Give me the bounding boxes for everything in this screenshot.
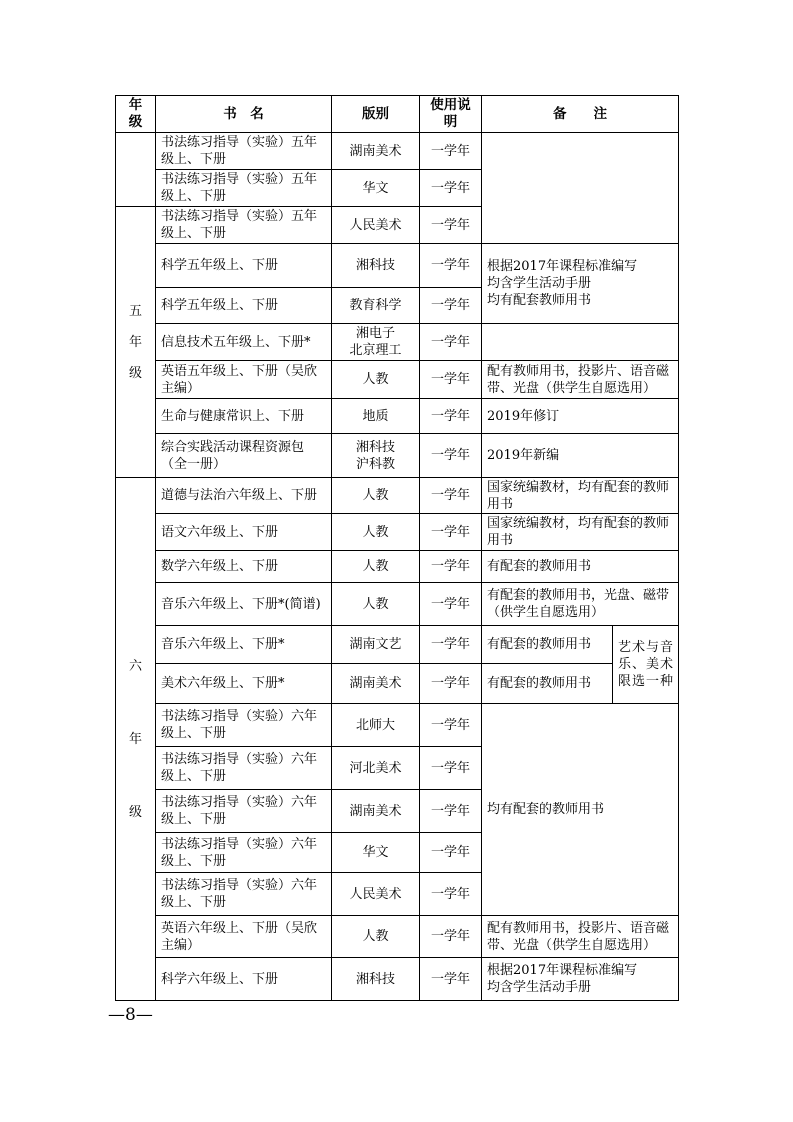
book-usage: 一学年 bbox=[420, 399, 482, 434]
grade-5-cell bbox=[116, 207, 156, 478]
book-title: 科学六年级上、下册 bbox=[156, 958, 332, 1001]
book-edition: 教育科学 bbox=[332, 288, 420, 324]
page-number: —8— bbox=[108, 1005, 153, 1025]
remark-empty bbox=[482, 324, 679, 361]
table-row bbox=[116, 916, 679, 958]
book-title: 书法练习指导（实验）六年级上、下册 bbox=[156, 833, 332, 873]
remark-health: 2019年修订 bbox=[482, 399, 679, 434]
book-title: 科学五年级上、下册 bbox=[156, 288, 332, 324]
book-usage: 一学年 bbox=[420, 873, 482, 916]
table-row bbox=[116, 324, 679, 361]
book-usage: 一学年 bbox=[420, 288, 482, 324]
book-edition: 湘科技 bbox=[332, 958, 420, 1001]
book-usage: 一学年 bbox=[420, 361, 482, 399]
book-edition: 人教 bbox=[332, 583, 420, 626]
book-edition: 人教 bbox=[332, 551, 420, 583]
book-edition: 湘科技 bbox=[332, 244, 420, 288]
book-edition: 湖南美术 bbox=[332, 133, 420, 170]
remark-music6: 有配套的教师用书，光盘、磁带（供学生自愿选用） bbox=[482, 583, 679, 626]
book-usage: 一学年 bbox=[420, 833, 482, 873]
book-usage: 一学年 bbox=[420, 244, 482, 288]
book-usage: 一学年 bbox=[420, 170, 482, 207]
table-row bbox=[116, 133, 679, 170]
book-edition: 人教 bbox=[332, 916, 420, 958]
book-usage: 一学年 bbox=[420, 626, 482, 664]
book-edition: 华文 bbox=[332, 833, 420, 873]
book-edition: 华文 bbox=[332, 170, 420, 207]
book-usage: 一学年 bbox=[420, 324, 482, 361]
book-edition: 人教 bbox=[332, 361, 420, 399]
remark-science5: 根据2017年课程标准编写 均含学生活动手册 均有配套教师用书 bbox=[482, 244, 679, 324]
book-title: 信息技术五年级上、下册* bbox=[156, 324, 332, 361]
table-row bbox=[116, 551, 679, 583]
table-row bbox=[116, 514, 679, 551]
book-edition: 湘电子 北京理工 bbox=[332, 324, 420, 361]
book-title: 书法练习指导（实验）五年级上、下册 bbox=[156, 207, 332, 244]
book-usage: 一学年 bbox=[420, 514, 482, 551]
remark-art-choice: 艺术与音乐、美术限选一种 bbox=[613, 626, 679, 704]
book-title: 综合实践活动课程资源包（全一册） bbox=[156, 434, 332, 478]
book-edition: 河北美术 bbox=[332, 747, 420, 790]
book-edition: 湘科技 沪科教 bbox=[332, 434, 420, 478]
table-row bbox=[116, 399, 679, 434]
book-usage: 一学年 bbox=[420, 790, 482, 833]
grade-5-char: 年 bbox=[128, 334, 142, 350]
book-edition: 北师大 bbox=[332, 704, 420, 747]
book-title: 音乐六年级上、下册*(简谱) bbox=[156, 583, 332, 626]
book-title: 数学六年级上、下册 bbox=[156, 551, 332, 583]
book-edition: 湖南美术 bbox=[332, 790, 420, 833]
remark-english5: 配有教师用书，投影片、语音磁带、光盘（供学生自愿选用） bbox=[482, 361, 679, 399]
grade-5-char: 级 bbox=[128, 365, 142, 381]
table-row bbox=[116, 958, 679, 1001]
book-edition: 湖南文艺 bbox=[332, 626, 420, 664]
book-edition: 人民美术 bbox=[332, 207, 420, 244]
remark-english6: 配有教师用书，投影片、语音磁带、光盘（供学生自愿选用） bbox=[482, 916, 679, 958]
grade-cell-top-empty bbox=[116, 133, 156, 207]
book-title: 英语六年级上、下册（吴欣主编） bbox=[156, 916, 332, 958]
remark-science6: 根据2017年课程标准编写 均含学生活动手册 bbox=[482, 958, 679, 1001]
table-row bbox=[116, 704, 679, 747]
header-remark: 备 注 bbox=[482, 96, 679, 133]
textbook-table bbox=[115, 95, 679, 1001]
book-title: 书法练习指导（实验）五年级上、下册 bbox=[156, 170, 332, 207]
book-edition: 地质 bbox=[332, 399, 420, 434]
book-title: 英语五年级上、下册（吴欣主编） bbox=[156, 361, 332, 399]
grade-6-char: 年 bbox=[128, 731, 142, 747]
book-title: 书法练习指导（实验）六年级上、下册 bbox=[156, 704, 332, 747]
remark-music6b: 有配套的教师用书 bbox=[482, 626, 613, 664]
remark-chinese6: 国家统编教材，均有配套的教师用书 bbox=[482, 514, 679, 551]
book-usage: 一学年 bbox=[420, 916, 482, 958]
book-title: 书法练习指导（实验）六年级上、下册 bbox=[156, 747, 332, 790]
book-usage: 一学年 bbox=[420, 583, 482, 626]
book-title: 书法练习指导（实验）六年级上、下册 bbox=[156, 873, 332, 916]
remark-art6: 有配套的教师用书 bbox=[482, 664, 613, 704]
header-title: 书 名 bbox=[156, 96, 332, 133]
remark-moral6: 国家统编教材，均有配套的教师用书 bbox=[482, 478, 679, 514]
book-usage: 一学年 bbox=[420, 747, 482, 790]
book-edition: 人教 bbox=[332, 514, 420, 551]
book-edition: 人民美术 bbox=[332, 873, 420, 916]
table-row bbox=[116, 583, 679, 626]
remark-math6: 有配套的教师用书 bbox=[482, 551, 679, 583]
book-title: 科学五年级上、下册 bbox=[156, 244, 332, 288]
table-row bbox=[116, 478, 679, 514]
grade-6-cell bbox=[116, 478, 156, 1001]
book-usage: 一学年 bbox=[420, 704, 482, 747]
grade-6-char: 六 bbox=[128, 658, 142, 674]
book-usage: 一学年 bbox=[420, 551, 482, 583]
book-usage: 一学年 bbox=[420, 434, 482, 478]
table-row bbox=[116, 664, 679, 704]
book-title: 道德与法治六年级上、下册 bbox=[156, 478, 332, 514]
book-usage: 一学年 bbox=[420, 958, 482, 1001]
book-edition: 人教 bbox=[332, 478, 420, 514]
table-header-row bbox=[116, 96, 679, 133]
book-title: 音乐六年级上、下册* bbox=[156, 626, 332, 664]
remark-practice: 2019年新编 bbox=[482, 434, 679, 478]
grade-5-char: 五 bbox=[128, 303, 142, 319]
book-usage: 一学年 bbox=[420, 664, 482, 704]
book-edition: 湖南美术 bbox=[332, 664, 420, 704]
book-usage: 一学年 bbox=[420, 478, 482, 514]
remark-calligraphy6: 均有配套的教师用书 bbox=[482, 704, 679, 916]
book-title: 书法练习指导（实验）六年级上、下册 bbox=[156, 790, 332, 833]
book-usage: 一学年 bbox=[420, 133, 482, 170]
header-usage: 使用说明 bbox=[420, 96, 482, 133]
book-usage: 一学年 bbox=[420, 207, 482, 244]
book-title: 生命与健康常识上、下册 bbox=[156, 399, 332, 434]
book-title: 美术六年级上、下册* bbox=[156, 664, 332, 704]
table-row bbox=[116, 361, 679, 399]
header-edition: 版别 bbox=[332, 96, 420, 133]
table-row bbox=[116, 244, 679, 288]
table-row bbox=[116, 434, 679, 478]
remark-empty bbox=[482, 133, 679, 244]
table-row bbox=[116, 626, 679, 664]
book-title: 语文六年级上、下册 bbox=[156, 514, 332, 551]
book-title: 书法练习指导（实验）五年级上、下册 bbox=[156, 133, 332, 170]
header-grade: 年级 bbox=[116, 96, 156, 133]
grade-6-char: 级 bbox=[128, 804, 142, 820]
